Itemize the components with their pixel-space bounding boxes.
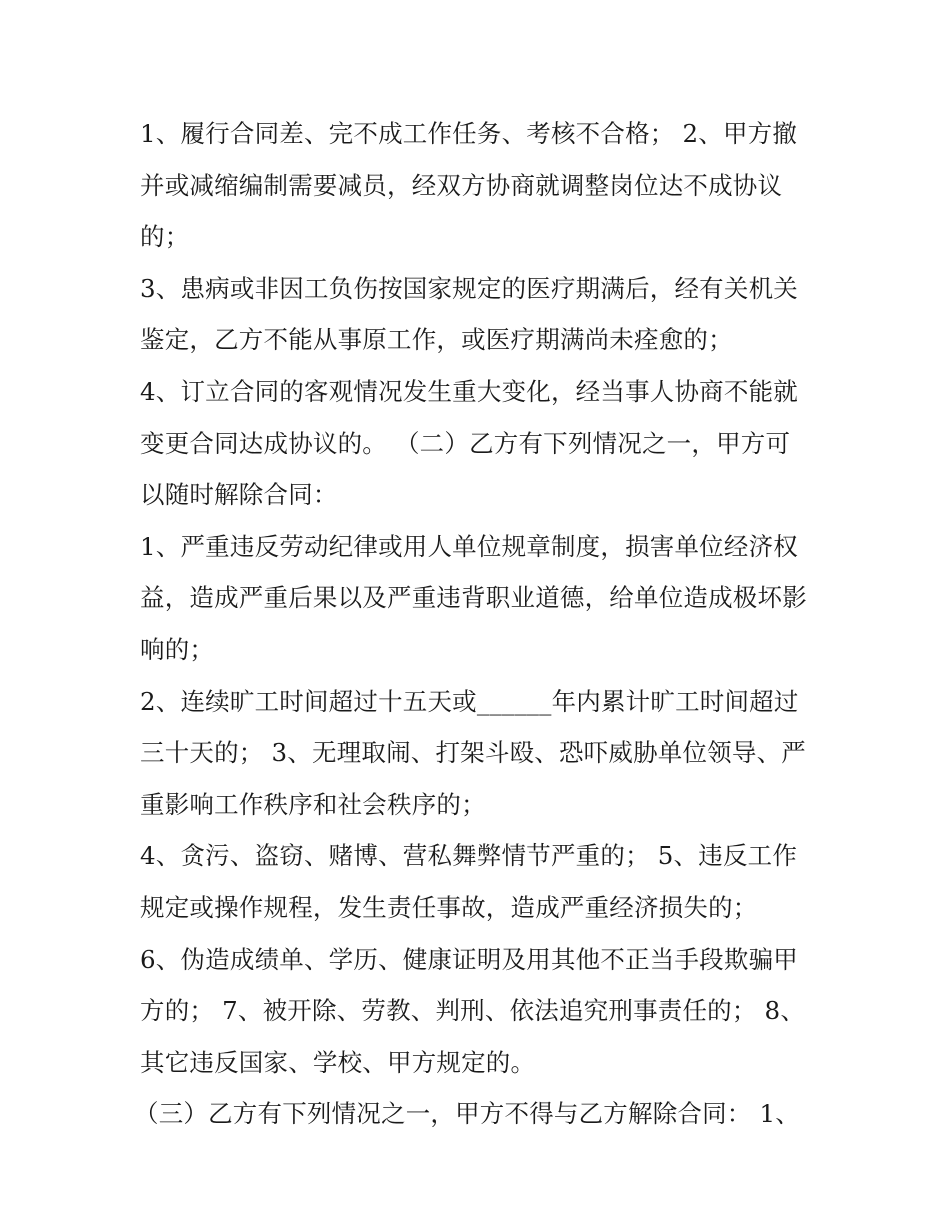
text-line: 其它违反国家、学校、甲方规定的。: [140, 1047, 536, 1077]
text-line: 并或减缩编制需要减员，经双方协商就调整岗位达不成协议: [140, 170, 783, 200]
text-line: 4、贪污、盗窃、赌博、营私舞弊情节严重的； 5、违反工作: [140, 841, 798, 871]
text-line: 6、伪造成绩单、学历、健康证明及用其他不正当手段欺骗甲: [140, 944, 798, 974]
document-body: [134, 108, 820, 1140]
text-line: 方的； 7、被开除、劳教、判刑、依法追究刑事责任的； 8、: [140, 996, 806, 1026]
text-line: 3、患病或非因工负伤按国家规定的医疗期满后，经有关机关: [140, 273, 798, 303]
text-line: 变更合同达成协议的。 （二）乙方有下列情况之一，甲方可: [140, 428, 791, 458]
text-line: 重影响工作秩序和社会秩序的；: [140, 789, 486, 819]
text-line: 以随时解除合同：: [140, 480, 338, 510]
text-line: 响的；: [140, 634, 215, 664]
text-line: 益，造成严重后果以及严重违背职业道德，给单位造成极坏影: [140, 583, 807, 613]
text-line: 1、严重违反劳动纪律或用人单位规章制度，损害单位经济权: [140, 531, 798, 561]
text-line: 1、履行合同差、完不成工作任务、考核不合格； 2、甲方撤: [140, 119, 798, 148]
text-line: 鉴定，乙方不能从事原工作，或医疗期满尚未痊愈的；: [140, 325, 733, 355]
text-line: 三十天的； 3、无理取闹、打架斗殴、恐吓威胁单位领导、严: [140, 738, 806, 768]
text-line: 的；: [140, 222, 190, 252]
text-line: 2、连续旷工时间超过十五天或______年内累计旷工时间超过: [140, 686, 799, 716]
text-line: （三）乙方有下列情况之一，甲方不得与乙方解除合同： 1、: [134, 1099, 800, 1129]
text-line: 规定或操作规程，发生责任事故，造成严重经济损失的；: [140, 892, 758, 922]
text-line: 4、订立合同的客观情况发生重大变化，经当事人协商不能就: [140, 376, 798, 406]
